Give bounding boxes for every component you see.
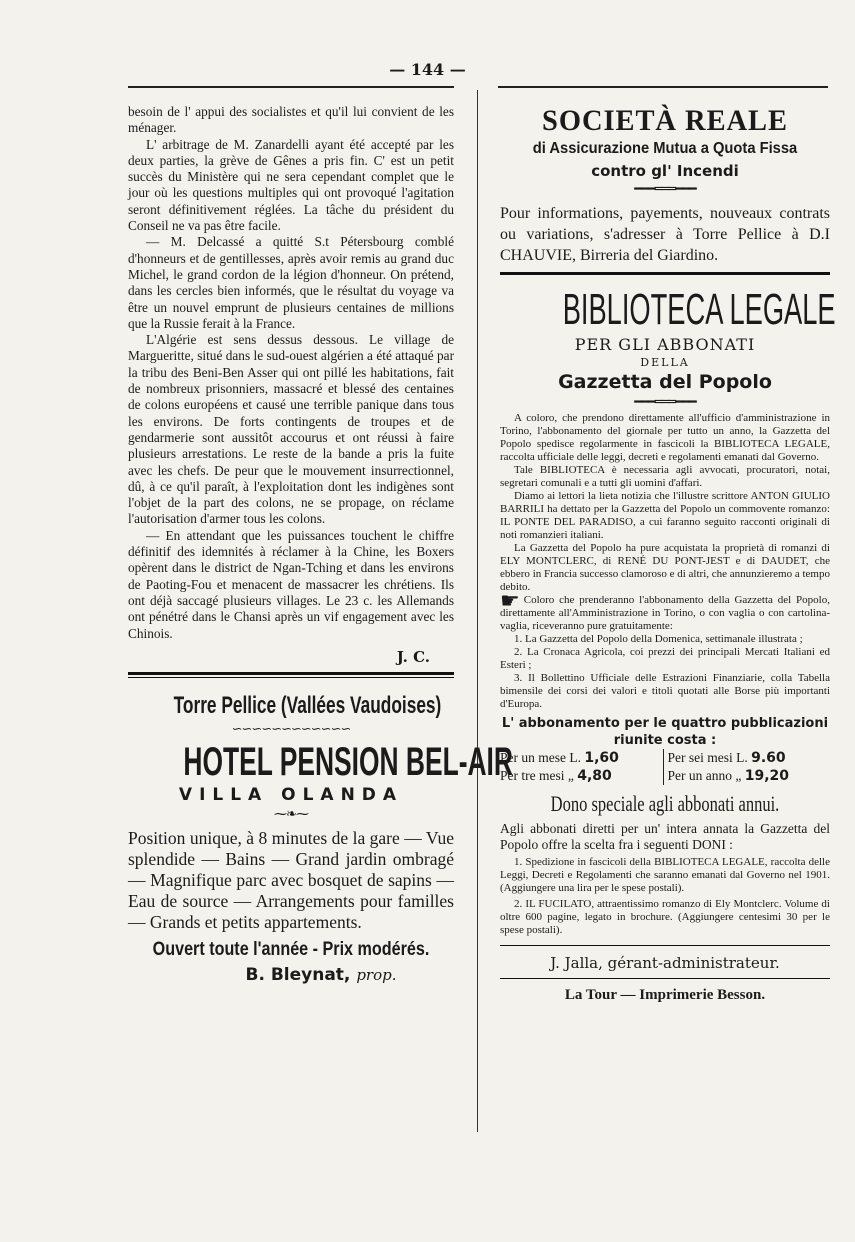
hotel-description: Position unique, à 8 minutes de la gare — Vue splendide — Bains — Grand jardin ombragé — Magnifique parc avec bosquet de sapins — Eau de source — Arrangements pour familles — Grands et petits appartements.	[128, 827, 454, 932]
right-column	[500, 104, 836, 1004]
ornament-icon: ∽∽∽∽∽∽∽∽∽∽∽∽	[231, 721, 351, 737]
news-paragraph: — En attendant que les puissances touchent le chiffre définitif des idemnités à réclamer à la Chine, les Boxers opèrent dans le district de Ngan-Tching et dans les environs de Paoting-Fou et menacent de massacrer les chrétiens. Ils ont déjà saccagé plusieurs villages. Le 23 c. les Allemands ont pénétré dans le Chansi après un vif engagement avec les Chinois.	[128, 527, 454, 641]
biblioteca-della: DELLA	[640, 356, 690, 369]
hotel-owner: B. Bleynat, prop.	[245, 964, 397, 985]
price-row: Per un mese L. 1,60 Per sei mesi L. 9.60	[500, 749, 830, 767]
news-paragraph: L'Algérie est sens dessus dessous. Le village de Margueritte, situé dans le sud-ouest algérien a été attaqué par la tribu des Beni-Ben Asser qui ont pillé les habitations, fait de nombreux prisonniers, massacré et blessé des centaines de colons européens et causé une terrible panique dans tous les environs. De forts contingents de troupes et de gendarmerie sont aussitôt accourus et ont réussi à faire plusieurs arrestations. Le reste de la bande a pris la fuite avec les chefs. De peur que le mouvement insurrectionnel, dû, à ce qu'il paraît, à l'exploitation dont les indigènes sont l'objet de la part des colons, ne se propage, on réclame l'autorisation d'armer tous les colons.	[128, 332, 454, 527]
separator-rule-thin	[500, 945, 830, 946]
news-signature: J. C.	[396, 647, 430, 666]
separator-rule-thin	[500, 978, 830, 979]
biblioteca-title: BIBLIOTECA LEGALE	[562, 285, 836, 334]
hotel-name: HOTEL PENSION BEL-AIR	[183, 739, 513, 784]
left-column	[128, 104, 513, 985]
news-paragraph: besoin de l' appui des socialistes et qu'il lui convient de les ménager.	[128, 104, 454, 136]
insurance-title: SOCIETÀ REALE	[542, 104, 788, 137]
hotel-advertisement	[128, 691, 513, 985]
biblioteca-gazzetta: Gazzetta del Popolo	[558, 371, 772, 393]
separator-rule	[500, 272, 830, 275]
news-section	[128, 104, 454, 642]
ornament-icon: ⁓❧⁓	[274, 806, 308, 822]
hotel-villa: VILLA OLANDA	[178, 784, 404, 805]
biblioteca-advertisement	[500, 285, 836, 937]
hotel-opening: Ouvert toute l'année - Prix modérés.	[152, 938, 430, 960]
benefit-item: 3. Il Bollettino Ufficiale delle Estrazioni Finanziarie, colla Tabella bimensile dei corsi dei valori e titoli quotati alle Borse più importanti d'Europa.	[500, 672, 830, 711]
biblioteca-subtitle: PER GLI ABBONATI	[574, 335, 756, 354]
news-paragraph: — M. Delcassé a quitté S.t Pétersbourg comblé d'honneurs et de gentillesses, après avoir remis au grand duc Michel, le grand cordon de la légion d'honneur. On prétend, dans les cercles bien informés, que le résultat du voyage va être un nouvel emprunt de plusieurs centaines de millions que la Russie ferait à la France.	[128, 234, 454, 331]
news-paragraph: L' arbitrage de M. Zanardelli ayant été accepté par les deux parties, la grève de Gênes a pris fin. C' est un petit succès du Ministère qui ne sera cependant complet que le jour où les questions multiples qui ont provoqué l'agitation seront définitivement réglées. La tâche du président du Conseil ne va pas être facile.	[128, 136, 454, 234]
insurance-subtitle: di Assicurazione Mutua a Quota Fissa	[532, 140, 798, 157]
doni-intro: Agli abbonati diretti per un' intera annata la Gazzetta del Popolo offre la scelta fra i seguenti DONI :	[500, 821, 830, 853]
top-rule-right	[498, 86, 828, 88]
insurance-advertisement	[500, 104, 830, 266]
biblioteca-paragraph: A coloro, che prendono direttamente all'ufficio d'amministrazione in Torino, l'abbonamento del giornale per tutto un anno, la Gazzetta del Popolo spedisce regolarmente in fascicoli la BIBLIOTECA LEGALE, raccolta ufficiale delle leggi, decreti e regolamenti emanati dal Governo.	[500, 412, 830, 463]
ornament-icon: ━━━═══━━━	[634, 182, 696, 197]
biblioteca-paragraph: La Gazzetta del Popolo ha pure acquistata la proprietà di romanzi di ELY MONTCLERC, di RENÉ DU PONT-JEST e di DAUDET, che ebbero in Francia successo clamoroso e di altri, che annunzieremo a tempo debito.	[500, 542, 830, 593]
printer-line: La Tour — Imprimerie Besson.	[564, 987, 766, 1004]
dono-item: 1. Spedizione in fascicoli della BIBLIOTECA LEGALE, raccolta delle Leggi, Decreti e Regolamenti che saranno emanati dal Governo nel 1901. (Aggiungere una lira per le spese postali).	[500, 856, 830, 895]
biblioteca-paragraph: Diamo ai lettori la lieta notizia che l'illustre scrittore ANTON GIULIO BARRILI ha dettato per la Gazzetta del Popolo un commovente romanzo: IL PONTE DEL PARADISO, a cui faranno seguito racconti originali di noti romanzieri italiani.	[500, 490, 830, 541]
biblioteca-paragraph: Tale BIBLIOTECA è necessaria agli avvocati, procuratori, notai, segretari comunali e a tutti gli uomini d'affari.	[500, 464, 830, 489]
hotel-location: Torre Pellice (Vallées Vaudoises)	[173, 691, 442, 719]
dono-item: 2. IL FUCILATO, attraentissimo romanzo di Ely Montclerc. Volume di oltre 600 pagine, legato in brochure. (Aggiungere centesimi 30 per le spese postali).	[500, 898, 830, 937]
column-divider	[477, 90, 478, 1132]
price-row: Per tre mesi „ 4,80 Per un anno „ 19,20	[500, 767, 830, 785]
separator-rule-thin	[128, 677, 454, 678]
manager-line: J. Jalla, gérant-administrateur.	[550, 954, 780, 973]
separator-rule	[128, 672, 454, 675]
biblioteca-paragraph: ☛ Coloro che prenderanno l'abbonamento della Gazzetta del Popolo, direttamente all'Amministrazione in Torino, o con vaglia o con cartolina-vaglia, riceveranno pure gratuitamente:	[500, 588, 830, 633]
benefit-item: 1. La Gazzetta del Popolo della Domenica, settimanale illustrata ;	[514, 633, 803, 646]
dono-title: Dono speciale agli abbonati annui.	[550, 791, 780, 817]
page-number: — 144 —	[389, 60, 466, 79]
ornament-icon: ━━━═══━━━	[634, 395, 696, 410]
insurance-subtitle-2: contro gl' Incendi	[591, 162, 739, 180]
subscription-text: L' abbonamento per le quattro pubblicazioni riunite costa :	[501, 716, 829, 749]
pointing-hand-icon: ☛	[500, 588, 520, 613]
top-rule-left	[128, 86, 454, 88]
benefit-item: 2. La Cronaca Agricola, coi prezzi dei principali Mercati Italiani ed Esteri ;	[500, 646, 830, 672]
insurance-text: Pour informations, payements, nouveaux contrats ou variations, s'adresser à Torre Pellice à D.I CHAUVIE, Birreria del Giardino.	[500, 205, 830, 264]
